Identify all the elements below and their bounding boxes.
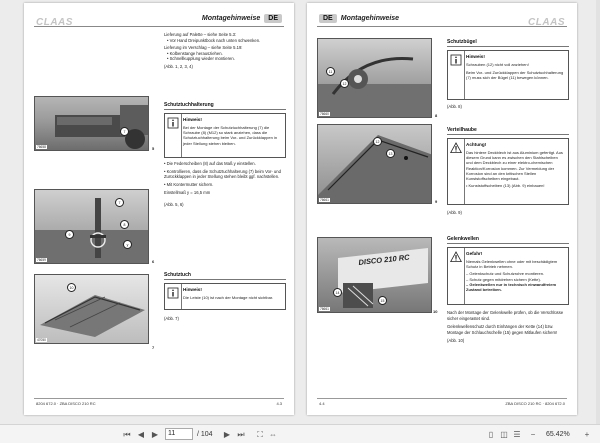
fit-page-icon[interactable]: ⛶ [257, 430, 263, 439]
header-rule [34, 26, 284, 27]
single-page-icon[interactable]: ▯ [488, 430, 494, 439]
figure-6-number: 6 [152, 259, 155, 264]
figure-tag: 76661 [320, 198, 329, 202]
info-icon [167, 117, 179, 129]
page-header [319, 12, 399, 24]
figure-8-number: 8 [435, 113, 438, 118]
footer-doc-id: ZBA DISCO 210 RC · 8204 672.0 [505, 401, 565, 406]
warning-icon [450, 142, 462, 154]
callout-15: 15 [378, 296, 387, 305]
section-rule [164, 109, 286, 110]
callout-11: 11 [326, 67, 335, 76]
callout-7: 7 [115, 198, 124, 207]
left-page [24, 3, 294, 415]
footer-doc-id: 8204 672.0 · ZBA DISCO 210 RC [36, 401, 96, 406]
note-box-achtung [447, 138, 569, 205]
brand-logo: CLAAS [528, 17, 565, 28]
footer-page-number: 4.3 [276, 401, 282, 406]
callout-14: 14 [333, 288, 342, 297]
figure-7-number: 7 [152, 345, 155, 350]
note-box-gefahr [447, 247, 569, 305]
callout-13: 13 [386, 149, 395, 158]
page-footer [36, 401, 282, 406]
next-page-icon[interactable]: ▶ [223, 430, 231, 439]
header-title: Montagehinweise [201, 14, 261, 22]
note-body: Die Leiste (10) ist nach der Montage nicht sichtbar. [183, 295, 274, 300]
figure-9-photo [317, 124, 432, 204]
callout-9: 9 [65, 230, 74, 239]
footer-rule [34, 398, 284, 399]
right-page [307, 3, 577, 415]
intro-text: Lieferung auf Palette – siehe Seite 5.3: • Vor Hand Dreipunktbock nach unten schwenken. Lieferung im Verschlag – siehe Seite 5.19: • Kolbenstange herausziehen. • Schnellkupplung wieder montieren. (Abb. 1, 2, 3, 4) [164, 32, 261, 69]
info-icon [450, 54, 462, 66]
figure-tag: 47050 [37, 338, 46, 342]
section-title-schutzbuegel: Schutzbügel [447, 39, 477, 45]
note-body: Schrauben (12) nicht voll anziehen! Beim Vor- und Zurückklappen der Schutztuchhalterung (7) muss sich der Bügel (11) bewegen können. [466, 62, 564, 81]
section-rule [447, 134, 569, 135]
vertical-scrollbar[interactable] [596, 0, 600, 424]
figure-9-number: 9 [435, 199, 438, 204]
note-heading: Hinweis! [183, 287, 202, 292]
note-body: Niemals Gelenkwellen ohne oder mit beschädigtem Schutz in Betrieb nehmen. – Gelenkschutz und Schutzrohre montieren. – Schutz gegen mitdrehen sichern (Kette). – Gelenkwellen nur in technisch einwandfreiem Zustand betreiben. [466, 259, 558, 293]
callout-7: 7 [120, 127, 129, 136]
note-body: Bei der Montage der Schutztuchhalterung (7) die Schraube (8) (M12) so stark anziehen, dass die Schutztuchhalterung beim Vor- und Zurückklappen in jeder Stellung stehen bleiben. [183, 125, 278, 146]
figure-5-number: 5 [152, 146, 155, 151]
section-rule [447, 243, 569, 244]
section-title-schutztuch: Schutztuch [164, 272, 191, 278]
zoom-in-icon[interactable]: + [584, 430, 590, 439]
zoom-level[interactable]: 65.42% [546, 431, 570, 438]
info-icon [167, 287, 179, 299]
figure-tag: 76660 [320, 112, 329, 116]
section2-ref: (Abb. 7) [164, 316, 179, 321]
section-title-schutztuchhalterung: Schutztuchhalterung [164, 102, 214, 108]
viewer-toolbar [0, 424, 600, 443]
two-page-icon[interactable]: ◫ [500, 430, 508, 439]
page-header [202, 12, 282, 24]
note-body: Das hintere Deckblech ist aus Aluminium gefertigt. Aus diesem Grund kann es zwischen den Stahlscheiben und dem Deckblech zu einer elektro-chemischen Reaktion/Korrosion kommen. Zur Vermeidung der Korrosion sind an den kritischen Stellen Kunststoffscheiben eingebaut. • Kunststoffscheiben (13) (Abb. 9) einbauen! [466, 150, 563, 189]
page-number-input[interactable]: 11 [165, 428, 193, 440]
machine-label: DISCO 210 RC [358, 252, 410, 267]
section-rule [447, 46, 569, 47]
brand-logo: CLAAS [36, 17, 73, 28]
callout-10: 10 [67, 283, 76, 292]
figure-7-photo [34, 274, 149, 344]
callout-8: 8 [120, 220, 129, 229]
callout-y: y [123, 240, 132, 249]
section-title-gelenkwellen: Gelenkwellen [447, 236, 479, 242]
figure-10-number: 10 [433, 309, 438, 314]
last-page-icon[interactable]: ⏭ [237, 430, 245, 439]
figure-5-photo [34, 96, 149, 151]
figure-tag: 76659 [37, 258, 46, 262]
note-heading: Hinweis! [183, 117, 202, 122]
note-box-hinweis [447, 50, 569, 100]
note-heading: Gefahr! [466, 251, 483, 256]
note-box-hinweis [164, 113, 286, 158]
danger-icon [450, 251, 462, 263]
page-footer [319, 401, 565, 406]
figure-tag: 76658 [37, 145, 46, 149]
header-title: Montagehinweise [340, 14, 400, 22]
note-heading: Hinweis! [466, 54, 485, 59]
first-page-icon[interactable]: ⏮ [123, 430, 131, 439]
continuous-icon[interactable]: ☰ [513, 430, 521, 439]
total-pages: / 104 [197, 431, 213, 438]
language-badge: DE [319, 14, 337, 23]
callout-12: 12 [340, 79, 349, 88]
section-title-verteilhaube: Verteilhaube [447, 127, 477, 133]
zoom-out-icon[interactable]: − [530, 430, 536, 439]
figure-10-photo [317, 237, 432, 313]
gelenkwellen-closing-text: Nach der Montage der Gelenkwelle prüfen, ob die Verschlüsse sicher eingerastet sind. Gelenkwellenschutz durch Einhängen der Kette (14) bzw. Montage der Schlauchschelle (15) gegen Mitlaufen sichern! (Abb. 10) [447, 310, 564, 344]
callout-12: 12 [373, 137, 382, 146]
footer-rule [317, 398, 567, 399]
note-box-hinweis [164, 283, 286, 310]
prev-page-icon[interactable]: ◀ [137, 430, 145, 439]
next-page-icon[interactable]: ▶ [151, 430, 159, 439]
note-heading: Achtung! [466, 142, 487, 147]
fit-width-icon[interactable]: ⇔ [269, 430, 277, 439]
language-badge: DE [264, 14, 282, 23]
section1-instructions: • Die Federscheiben (8) auf das Maß y einstellen. • Kontrollieren, dass die Schutztuchhalterung (7) beim Vor- und Zurückklappen in jeder Stellung stehen bleibt ggf. nachstellen. • Mit Kontermutter sichern. Einstellmaß y = 16,5 mm (Abb. 5, 6) [164, 161, 281, 207]
figure-6-photo [34, 189, 149, 264]
section-rule [164, 279, 286, 280]
figure-tag: 76661 [320, 307, 329, 311]
figure-8-photo [317, 38, 432, 118]
section2-ref: (Abb. 9) [447, 210, 462, 215]
header-rule [317, 26, 567, 27]
section1-ref: (Abb. 8) [447, 104, 462, 109]
footer-page-number: 4.4 [319, 401, 325, 406]
